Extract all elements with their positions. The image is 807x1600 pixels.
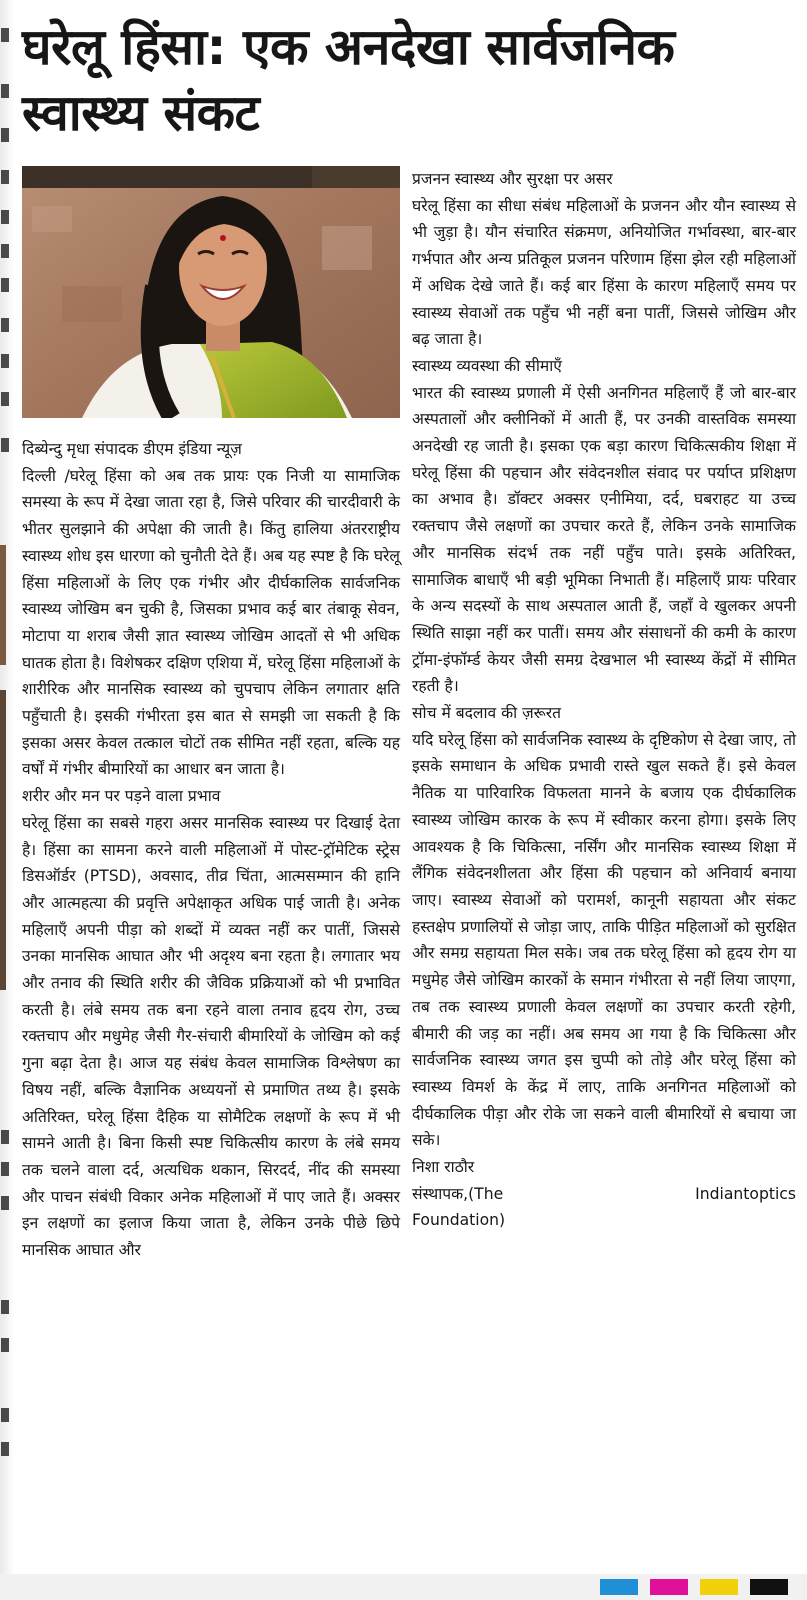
reproductive-health-paragraph: घरेलू हिंसा का सीधा संबंध महिलाओं के प्रजनन और यौन स्वास्थ्य से भी जुड़ा है। यौन संचारित संक्रमण, अनियोजित गर्भावस्था, बार-बार गर्भपात और अन्य प्रतिकूल प्रजनन परिणाम हिंसा झेल रही महिलाओं में अधिक देखे जाते हैं। कई बार हिंसा के कारण महिलाएँ समय पर स्वास्थ्य सेवाओं तक पहुँच भी नहीं बना पातीं, जिससे जोखिम और बढ़ जाता है। [412,196,796,349]
subheading-body-mind: शरीर और मन पर पड़ने वाला प्रभाव [22,787,221,806]
portrait-image [22,166,400,418]
subheading-change-needed: सोच में बदलाव की ज़रूरत [412,704,562,723]
swatch-yellow [700,1579,738,1595]
author-photo [22,166,400,418]
author-designation [412,1181,796,1208]
swatch-magenta [650,1579,688,1595]
health-system-paragraph: भारत की स्वास्थ्य प्रणाली में ऐसी अनगिनत महिलाएँ हैं जो बार-बार अस्पतालों और क्लीनिकों में आती हैं, पर उनकी वास्तविक समस्या अनदेखी रह जाती है। इसका एक बड़ा कारण चिकित्सकीय शिक्षा में घरेलू हिंसा की पहचान और संवेदनशील संवाद पर पर्याप्त प्रशिक्षण का अभाव है। डॉक्टर अक्सर एनीमिया, दर्द, घबराहट या उच्च रक्तचाप जैसे लक्षणों का उपचार करते हैं, लेकिन उनके सामाजिक और मानसिक संदर्भ तक नहीं पहुँच पाते। इसके अतिरिक्त, सामाजिक बाधाएँ भी बड़ी भूमिका निभाती हैं। महिलाएँ प्रायः परिवार के अन्य सदस्यों के साथ अस्पताल आती हैं, जहाँ वे खुलकर अपनी स्थिति साझा नहीं कर पातीं। समय और संसाधनों की कमी के कारण ट्रॉमा-इंफॉर्म्ड केयर जैसी समग्र देखभाल भी स्वास्थ्य केंद्रों में सीमित रहती है। [412,383,796,696]
left-column [22,436,400,1264]
body-mind-paragraph: घरेलू हिंसा का सबसे गहरा असर मानसिक स्वास्थ्य पर दिखाई देता है। हिंसा का सामना करने वाली महिलाओं में पोस्ट-ट्रॉमेटिक स्ट्रेस डिसऑर्डर (PTSD), अवसाद, तीव्र चिंता, आत्मसम्मान की हानि और आत्महत्या की प्रवृत्ति अपेक्षाकृत अधिक पाई जाती है। अनेक महिलाएँ अपनी पीड़ा को शब्दों में व्यक्त नहीं कर पातीं, जिससे उनका मानसिक आघात और भी अदृश्य बना रहता है। लगातार भय और तनाव की स्थिति शरीर की जैविक प्रक्रियाओं को भी प्रभावित करती है। लंबे समय तक बना रहने वाला तनाव हृदय रोग, उच्च रक्तचाप और मधुमेह जैसी गैर-संचारी बीमारियों के जोखिम को कई गुना बढ़ा देता है। आज यह संबंध केवल सामाजिक विश्लेषण का विषय नहीं, बल्कि वैज्ञानिक अध्ययनों से प्रमाणित तथ्य है। इसके अतिरिक्त, घरेलू हिंसा दैहिक या सोमैटिक लक्षणों के रूप में भी सामने आती है। बिना किसी स्पष्ट चिकित्सीय कारण के लंबे समय तक चलने वाला दर्द, अत्यधिक थकान, सिरदर्द, नींद की समस्या और पाचन संबंधी विकार अनेक महिलाओं में पाए जाते हैं। अक्सर इन लक्षणों का इलाज किया जाता है, लेकिन उनके पीछे छिपे मानसिक आघात और [22,813,400,1260]
designation-right: Indiantoptics [695,1184,796,1203]
swatch-blue [600,1579,638,1595]
subheading-health-system: स्वास्थ्य व्यवस्था की सीमाएँ [412,356,562,375]
swatch-black [750,1579,788,1595]
intro-paragraph: दिल्ली /घरेलू हिंसा को अब तक प्रायः एक निजी या सामाजिक समस्या के रूप में देखा जाता रहा है, जिसे परिवार की चारदीवारी के भीतर सुलझाने की अपेक्षा की जाती है। किंतु हालिया अंतरराष्ट्रीय स्वास्थ्य शोध इस धारणा को चुनौती देते हैं। अब यह स्पष्ट है कि घरेलू हिंसा महिलाओं के लिए एक गंभीर और दीर्घकालिक सार्वजनिक स्वास्थ्य जोखिम बन चुकी है, जिसका प्रभाव कई बार तंबाकू सेवन, मोटापा या शराब जैसी ज्ञात स्वास्थ्य जोखिम आदतों से भी अधिक घातक होता है। विशेषकर दक्षिण एशिया में, घरेलू हिंसा महिलाओं के शारीरिक और मानसिक स्वास्थ्य को चुपचाप लेकिन लगातार क्षति पहुँचाती है। इसकी गंभीरता इस बात से समझी जा सकती है कि इसका असर केवल तत्काल चोटों तक सीमित नहीं रहता, बल्कि यह वर्षों में गंभीर बीमारियों का आधार बन जाता है। [22,466,400,779]
adjacent-page-edge [0,0,14,1600]
designation-left: संस्थापक,(The [412,1184,504,1203]
subheading-reproductive-health: प्रजनन स्वास्थ्य और सुरक्षा पर असर [412,170,613,188]
article-headline: घरेलू हिंसा: एक अनदेखा सार्वजनिक स्वास्थ्य संकट [22,18,675,142]
right-column [412,166,796,1234]
designation-last: Foundation) [412,1211,506,1230]
byline: दिब्येन्दु मृधा संपादक डीएम इंडिया न्यूज़ [22,440,242,458]
author-name: निशा राठौर [412,1158,475,1177]
change-needed-paragraph: यदि घरेलू हिंसा को सार्वजनिक स्वास्थ्य के दृष्टिकोण से देखा जाए, तो इसके समाधान के अधिक प्रभावी रास्ते खुल सकते हैं। इसे केवल नैतिक या पारिवारिक विफलता मानने के बजाय एक दीर्घकालिक स्वास्थ्य जोखिम कारक के रूप में स्वीकार करना होगा। इसके लिए आवश्यक है कि चिकित्सा, नर्सिंग और मानसिक स्वास्थ्य शिक्षा में लैंगिक संवेदनशीलता और हिंसा की पहचान को अनिवार्य बनाया जाए। स्वास्थ्य सेवाओं को परामर्श, कानूनी सहायता और संकट हस्तक्षेप प्रणालियों से जोड़ा जाए, ताकि पीड़ित महिलाओं को सुरक्षित और समग्र सहायता मिल सके। जब तक घरेलू हिंसा को हृदय रोग या मधुमेह जैसे जोखिम कारकों के समान गंभीरता से नहीं लिया जाएगा, तब तक स्वास्थ्य प्रणाली केवल लक्षणों का उपचार करती रहेगी, बीमारी की जड़ का नहीं। अब समय आ गया है कि चिकित्सा और सार्वजनिक स्वास्थ्य जगत इस चुप्पी को तोड़े और घरेलू हिंसा को स्वास्थ्य विमर्श के केंद्र में लाए, ताकि अनगिनत महिलाओं को दीर्घकालिक पीड़ा और रोके जा सकने वाली बीमारियों से बचाया जा सके। [412,730,796,1150]
